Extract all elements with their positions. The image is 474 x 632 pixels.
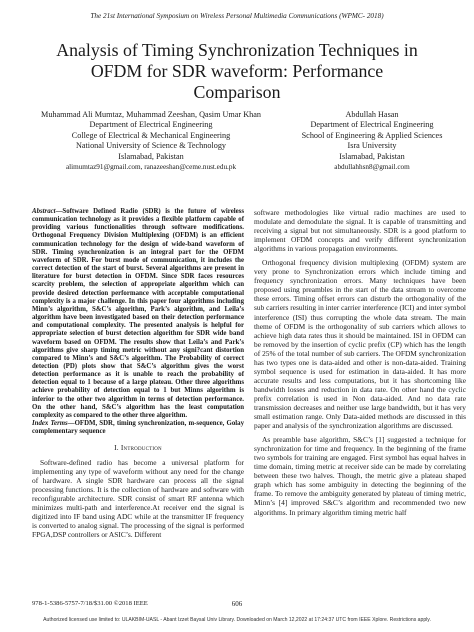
- author-names: Muhammad Ali Mumtaz, Muhammad Zeeshan, Qasim Umar Khan: [41, 110, 261, 119]
- author-location: Islamabad, Pakistan: [339, 151, 405, 161]
- title-line: OFDM for SDR waveform: Performance: [90, 61, 384, 81]
- right-column: [254, 208, 466, 517]
- license-notice: Authorized licensed use limited to: ULAKBIM-UASL - Abant Izzet Baysal Univ Library. Downloaded on March 12,2022 at 17:24:37 UTC from IEEE Xplore. Restrictions apply.: [43, 617, 431, 623]
- index-terms: [32, 420, 244, 436]
- title-line: Analysis of Timing Synchronization Techniques in: [56, 40, 418, 60]
- body-paragraph: As preamble base algorithm, S&C’s [1] suggested a technique for synchronization for time and frequency. In the beginning of the frame two symbols for training are engaged. First symbol has equal halves in time domain, timing metric at receiver side can be made by correlating between these two halves. Though, the metric give a plateau shaped graph which has some ambiguity in detecting the beginning of the frame. To remove the ambiguity generated by plateau of timing metric, Minn’s [4] improved S&C’s algorithm and recommended two new algorithms. In primary algorithm timing metric half: [254, 435, 466, 517]
- body-paragraph: software methodologies like virtual radio machines are used to modulate and demodulate the signal. It is capable of transmitting and receiving a signal but not simultaneously. SDR is a good platform to implement OFDM concepts and verify different synchronization algorithms in various propagation environments.: [254, 208, 466, 254]
- left-column: [32, 208, 244, 539]
- isbn-footer: 978-1-5386-5757-7/18/$31.00 ©2018 IEEE: [32, 600, 148, 607]
- section-heading: I. Introduction: [114, 443, 162, 453]
- author-name: Abdullah Hasan: [345, 110, 399, 119]
- index-terms-lead: Index Terms: [32, 420, 68, 428]
- author-email: alimumtaz91@gmail.com, ranazeeshan@ceme.nust.edu.pk: [65, 163, 237, 172]
- author-group-1: [20, 110, 282, 172]
- conference-header: The 21st International Symposium on Wireless Personal Multimedia Communications (WPMC- 2018): [90, 12, 384, 20]
- author-location: Islamabad, Pakistan: [118, 151, 184, 161]
- author-dept: Department of Electrical Engineering: [89, 120, 213, 130]
- abstract-lead: Abstract: [32, 208, 56, 215]
- author-university: National University of Science & Technology: [75, 141, 227, 151]
- intro-paragraph: Software-defined radio has become a universal platform for implementing any type of waveform without any need for the change of hardware. A single SDR hardware can process all the signal processing functions. It is the collection of hardware and software with reconfigurable architecture. SDR consist of smart RF antenna which minimizes multi-path and interference.At receiver end the signal is digitized into IF band using ADC while at the transmitter IF frequency is converted to analog signal. The processing of the signal is performed FPGA,DSP controllers or ASIC’s. Different: [32, 457, 244, 540]
- author-school: School of Engineering & Applied Sciences: [301, 130, 443, 140]
- author-dept: Department of Electrical Engineering: [310, 120, 434, 130]
- author-email: abdullahhsn8@gmail.com: [334, 163, 410, 172]
- author-college: College of Electrical & Mechanical Engineering: [71, 130, 231, 140]
- author-university: Isra University: [347, 141, 397, 151]
- title-line: Comparison: [193, 82, 281, 102]
- page-number: 606: [231, 600, 243, 608]
- abstract-text: —Software Defined Radio (SDR) is the future of wireless communication technology as it provides a flexible platform capable of providing various functionalities through software modifications. Orthogonal Frequency Division Multiplexing (OFDM) is an efficient communication technology for the design of wide-band waveform of SDR. Timing synchronization is an integral part for the OFDM waveform of SDR. For burst mode of communication, it includes the correct detection of the start of burst. Several algorithms are present in literature for burst detection in OFDM. Since SDR faces resources scarcity problem, the selection of appropriate algorithm which can provide desired detection performance with acceptable computational complexity is a major challenge. In this paper four algorithms including Minn’s algorithm, S&C’s algorithm, Park’s algorithm, and Leila’s algorithm have been investigated based on their detection performance and computational complexity. The presented analysis is helpful for appropriate selection of burst detection algorithm for SDR wide band waveform based on OFDM. The results show that Leila’s and Park’s algorithms give sharp timing metric without any signi?cant distortion compared to Minn’s and S&C’s algorithm. The Probability of correct detection (PD) plots show that S&C’s algorithm gives the worst detection performance as it is unable to reach the probability of detection equal to 1 because of a large plateau. Other three algorithms achieve probability of detection equal to 1 but Minns algorithm is inferior to the other two algorithm in terms of detection performance. On the other hand, S&C’s algorithm has the least computation complexity as compared to the other three algorithm.: [32, 208, 244, 419]
- abstract: [32, 208, 244, 420]
- body-paragraph: Orthogonal frequency division multiplexing (OFDM) system are very prone to Synchronization errors which include timing and frequency synchronization errors. Many techniques have been proposed using preambles in the start of the data stream to overcome these errors. Timing offset errors can disturb the orthogonality of the sub carriers resulting in inter carrier interference (ICI) and inter symbol interference (ISI) thus corrupting the whole data stream. The main theme of OFDM is the orthogonality of sub carriers which allows to achieve high data rates thus it should be maintained. ISI in OFDM can be removed by the insertion of cyclic prefix (CP) which has the length of 25% of the total number of sub carriers. The OFDM synchronization has two types one is data-aided and other is non-data-aided. Training symbol sequence is used for estimation in data-aided. It has more accurate results and less computations, but it has shortcoming like bandwidth losses and reduction in data rate. On other hand the cyclic prefix correlation is used in Non data-aided. And no data rate transmission decreases and neither use large bandwidth, but it has very small estimation range. Only Data-aided methods are discussed in this paper and analysis of the synchronization algorithms are discussed.: [254, 258, 466, 431]
- index-terms-text: —OFDM, SDR, timing synchronization, m-sequence, Golay complementary sequence: [32, 420, 244, 436]
- author-group-2: [292, 110, 452, 172]
- paper-title: [28, 40, 446, 103]
